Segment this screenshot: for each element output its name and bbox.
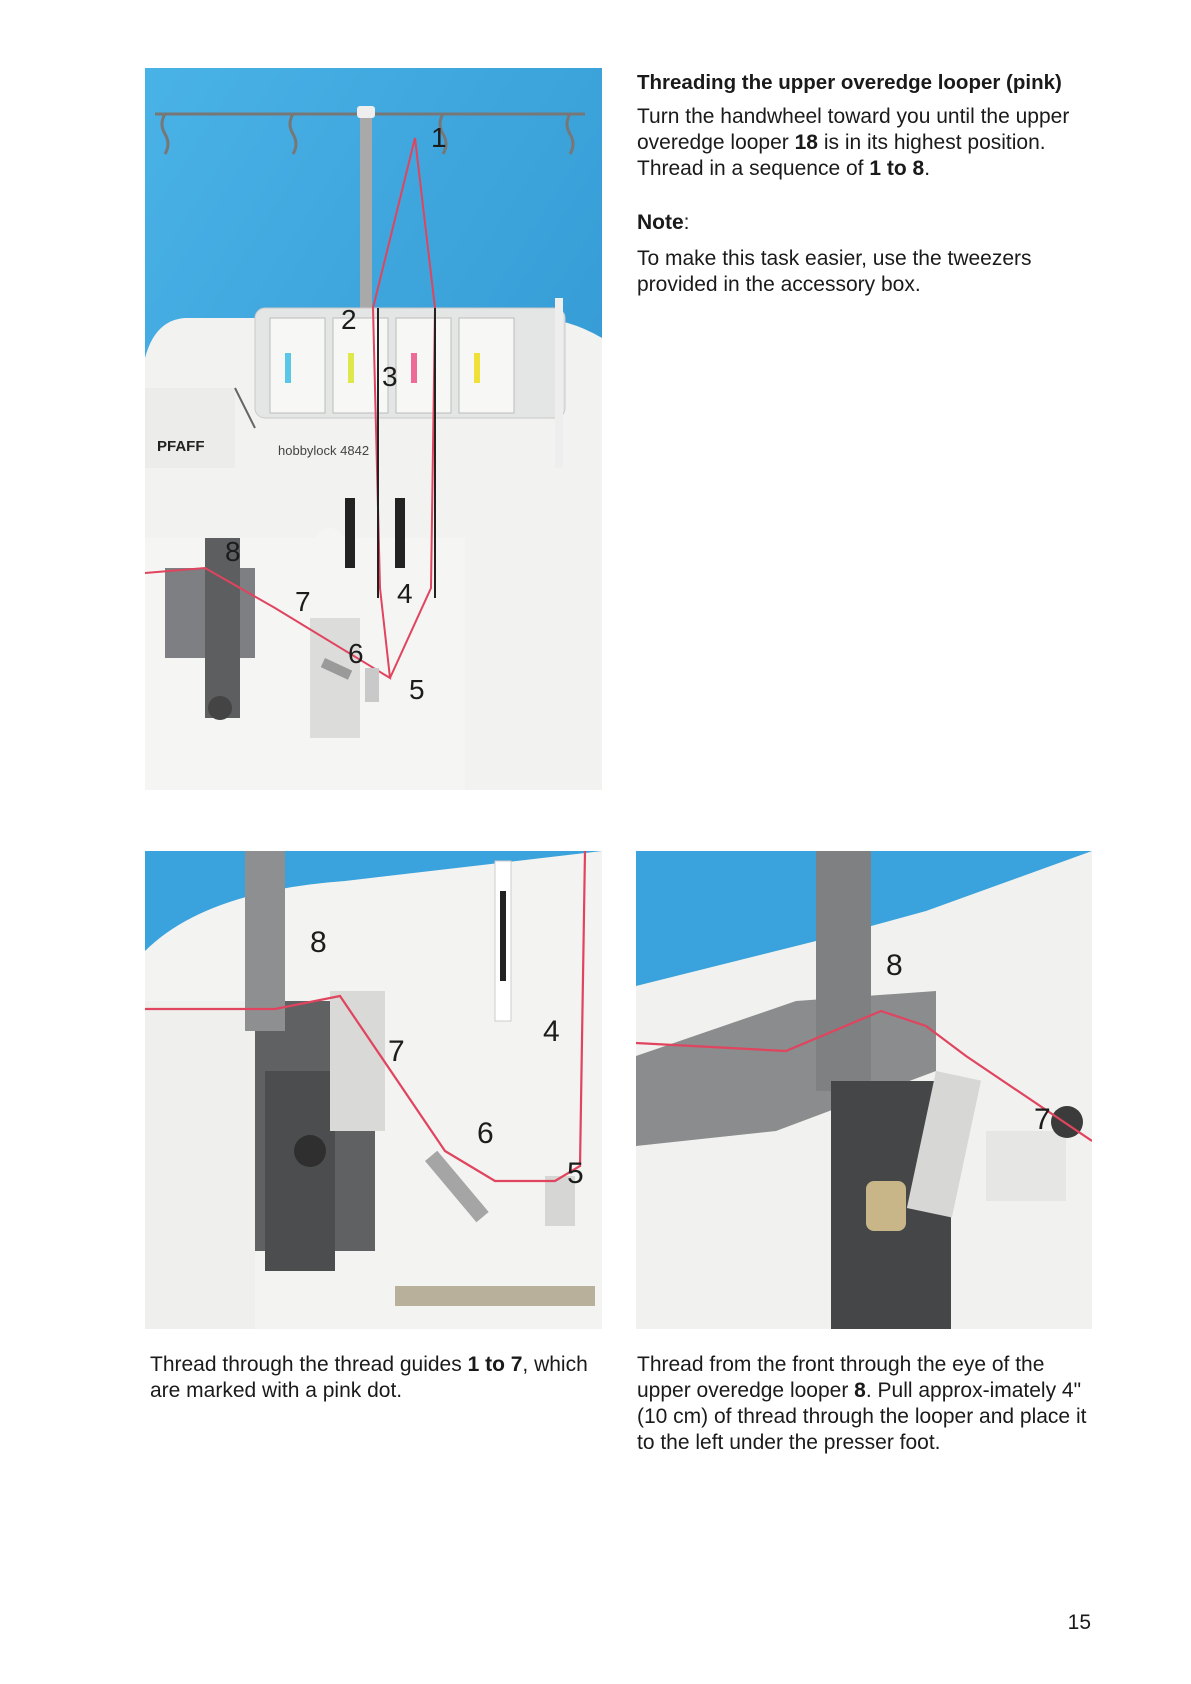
intro-paragraph: Turn the handwheel toward you until the upper overedge looper 18 is in its highest position. Thread in a sequence of 1 to 8. <box>637 105 1070 180</box>
callout-5: 5 <box>409 674 425 705</box>
callout-8: 8 <box>225 536 241 567</box>
looper-eye-illustration <box>636 851 1092 1329</box>
callout-4-left: 4 <box>543 1015 560 1048</box>
thread-guides-illustration <box>145 851 602 1329</box>
caption-right: Thread from the front through the eye of the upper overedge looper 8. Pull approx-imately 4" (10 cm) of thread through the looper and place it to the left under the presser foot. <box>637 1353 1087 1454</box>
thread-guides-photo <box>145 851 602 1329</box>
callout-3: 3 <box>382 361 398 392</box>
brand-logo: PFAFF <box>157 438 205 455</box>
callout-8-left: 8 <box>310 926 327 959</box>
note-text: To make this task easier, use the tweezers provided in the accessory box. <box>637 247 1032 296</box>
looper-eye-photo <box>636 851 1092 1329</box>
callout-7-right: 7 <box>1034 1103 1051 1136</box>
callout-1: 1 <box>431 122 447 153</box>
model-label: hobbylock 4842 <box>278 443 370 458</box>
callout-8-right: 8 <box>886 949 903 982</box>
serger-illustration <box>145 68 602 790</box>
callout-6: 6 <box>348 638 364 669</box>
section-heading: Threading the upper overedge looper (pink) <box>637 71 1062 94</box>
callout-7-left: 7 <box>388 1035 405 1068</box>
note-label: Note: <box>637 211 690 234</box>
instructions-block <box>637 70 1097 298</box>
callout-5-left: 5 <box>567 1157 584 1190</box>
callout-4: 4 <box>397 578 413 609</box>
callout-7: 7 <box>295 586 311 617</box>
caption-left: Thread through the thread guides 1 to 7, which are marked with a pink dot. <box>150 1353 588 1402</box>
main-threading-photo <box>145 68 602 790</box>
callout-6-left: 6 <box>477 1117 494 1150</box>
callout-2: 2 <box>341 304 357 335</box>
page-number: 15 <box>1067 1611 1091 1634</box>
